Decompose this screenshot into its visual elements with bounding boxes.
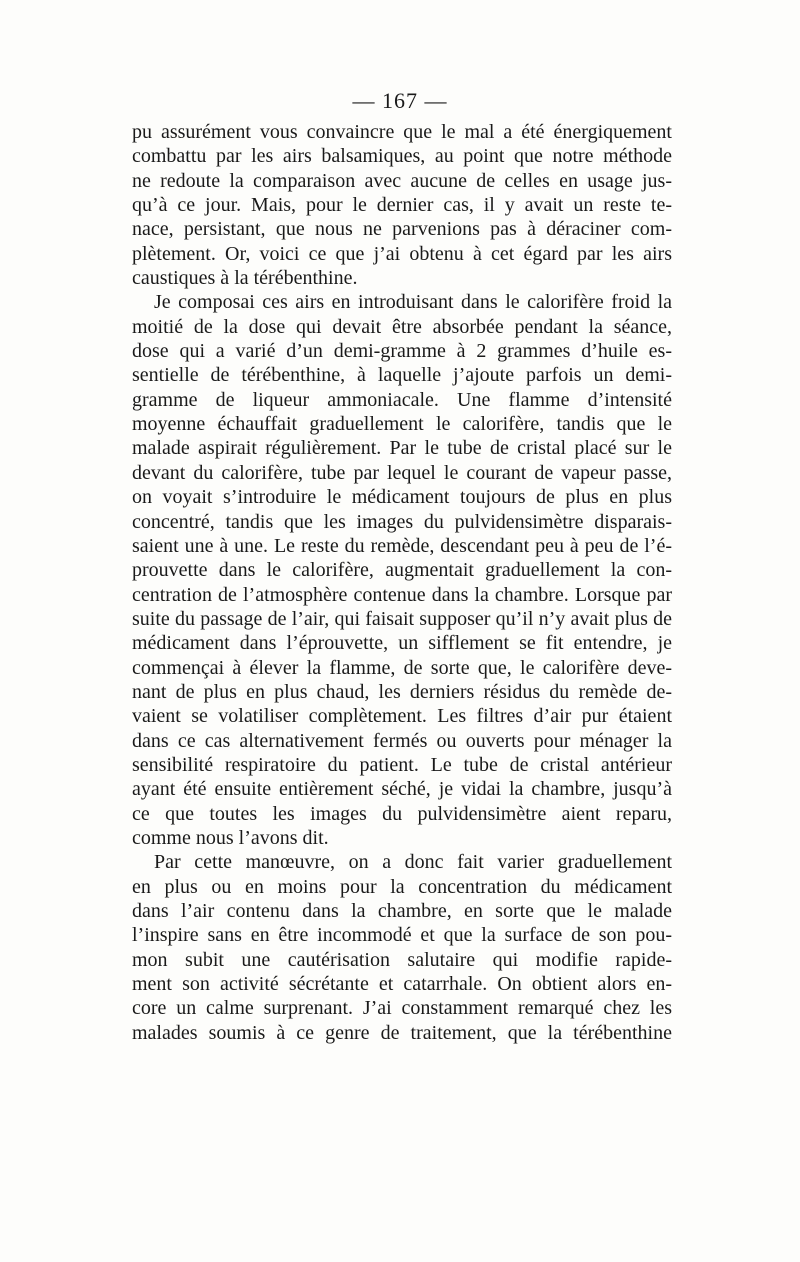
paragraph-2 — [132, 290, 672, 850]
text-line: on voyait s’introduire le médicament toujours de plus en plus — [132, 486, 672, 509]
text-line: commençai à élever la flamme, de sorte que, le calorifère deve- — [132, 656, 672, 679]
text-line: prouvette dans le calorifère, augmentait graduellement la con- — [132, 559, 672, 582]
text-line: médicament dans l’éprouvette, un sifflement se fit entendre, je — [132, 632, 672, 655]
text-line: Je composai ces airs en introduisant dans le calorifère froid la — [154, 291, 672, 314]
text-line: ment son activité sécrétante et catarrhale. On obtient alors en- — [132, 973, 672, 996]
text-line: moitié de la dose qui devait être absorbée pendant la séance, — [132, 315, 672, 338]
paragraph-1 — [132, 120, 672, 290]
text-line: dose qui a varié d’un demi-gramme à 2 grammes d’huile es- — [132, 340, 672, 363]
text-line: ayant été ensuite entièrement séché, je vidai la chambre, jusqu’à — [132, 778, 672, 801]
text-line: sensibilité respiratoire du patient. Le tube de cristal antérieur — [132, 753, 672, 776]
text-line: devant du calorifère, tube par lequel le courant de vapeur passe, — [132, 461, 672, 484]
text-line: dans ce cas alternativement fermés ou ouverts pour ménager la — [132, 729, 672, 752]
text-line: core un calme surprenant. J’ai constamment remarqué chez les — [132, 997, 672, 1020]
page-number: — 167 — — [352, 88, 448, 113]
text-line: qu’à ce jour. Mais, pour le dernier cas, il y avait un reste te- — [132, 194, 672, 217]
paragraph-3 — [132, 850, 672, 1045]
text-line: concentré, tandis que les images du pulvidensimètre disparais- — [132, 510, 672, 533]
text-line: sentielle de térébenthine, à laquelle j’ajoute parfois un demi- — [132, 364, 672, 387]
text-line: en plus ou en moins pour la concentration du médicament — [132, 875, 672, 898]
text-line: nant de plus en plus chaud, les derniers résidus du remède de- — [132, 680, 672, 703]
text-line: suite du passage de l’air, qui faisait supposer qu’il n’y avait plus de — [132, 607, 672, 630]
text-line: gramme de liqueur ammoniacale. Une flamme d’intensité — [132, 388, 672, 411]
text-line: saient une à une. Le reste du remède, descendant peu à peu de l’é- — [132, 534, 672, 557]
text-line: vaient se volatiliser complètement. Les filtres d’air pur étaient — [132, 705, 672, 728]
text-line: caustiques à la térébenthine. — [132, 267, 358, 290]
text-line: combattu par les airs balsamiques, au point que notre méthode — [132, 145, 672, 168]
text-line: malade aspirait régulièrement. Par le tube de cristal placé sur le — [132, 437, 672, 460]
text-line: pu assurément vous convaincre que le mal a été énergiquement — [132, 121, 672, 143]
text-line: comme nous l’avons dit. — [132, 826, 329, 849]
text-line: moyenne échauffait graduellement le calorifère, tandis que le — [132, 413, 672, 436]
text-line: nace, persistant, que nous ne parvenions pas à déraciner com- — [132, 218, 672, 241]
text-line: ne redoute la comparaison avec aucune de celles en usage jus- — [132, 169, 672, 192]
text-line: dans l’air contenu dans la chambre, en sorte que le malade — [132, 900, 672, 922]
body-text — [132, 120, 672, 1045]
text-line: malades soumis à ce genre de traitement, que la térébenthine — [132, 1021, 672, 1044]
text-line: centration de l’atmosphère contenue dans la chambre. Lorsque par — [132, 583, 672, 606]
text-line: ce que toutes les images du pulvidensimètre aient reparu, — [132, 802, 672, 825]
text-line: mon subit une cautérisation salutaire qui modifie rapide- — [132, 948, 672, 971]
text-line: plètement. Or, voici ce que j’ai obtenu à cet égard par les airs — [132, 242, 672, 265]
text-line: Par cette manœuvre, on a donc fait varier graduellement — [154, 851, 672, 874]
text-line: l’inspire sans en être incommodé et que la surface de son pou- — [132, 924, 672, 947]
